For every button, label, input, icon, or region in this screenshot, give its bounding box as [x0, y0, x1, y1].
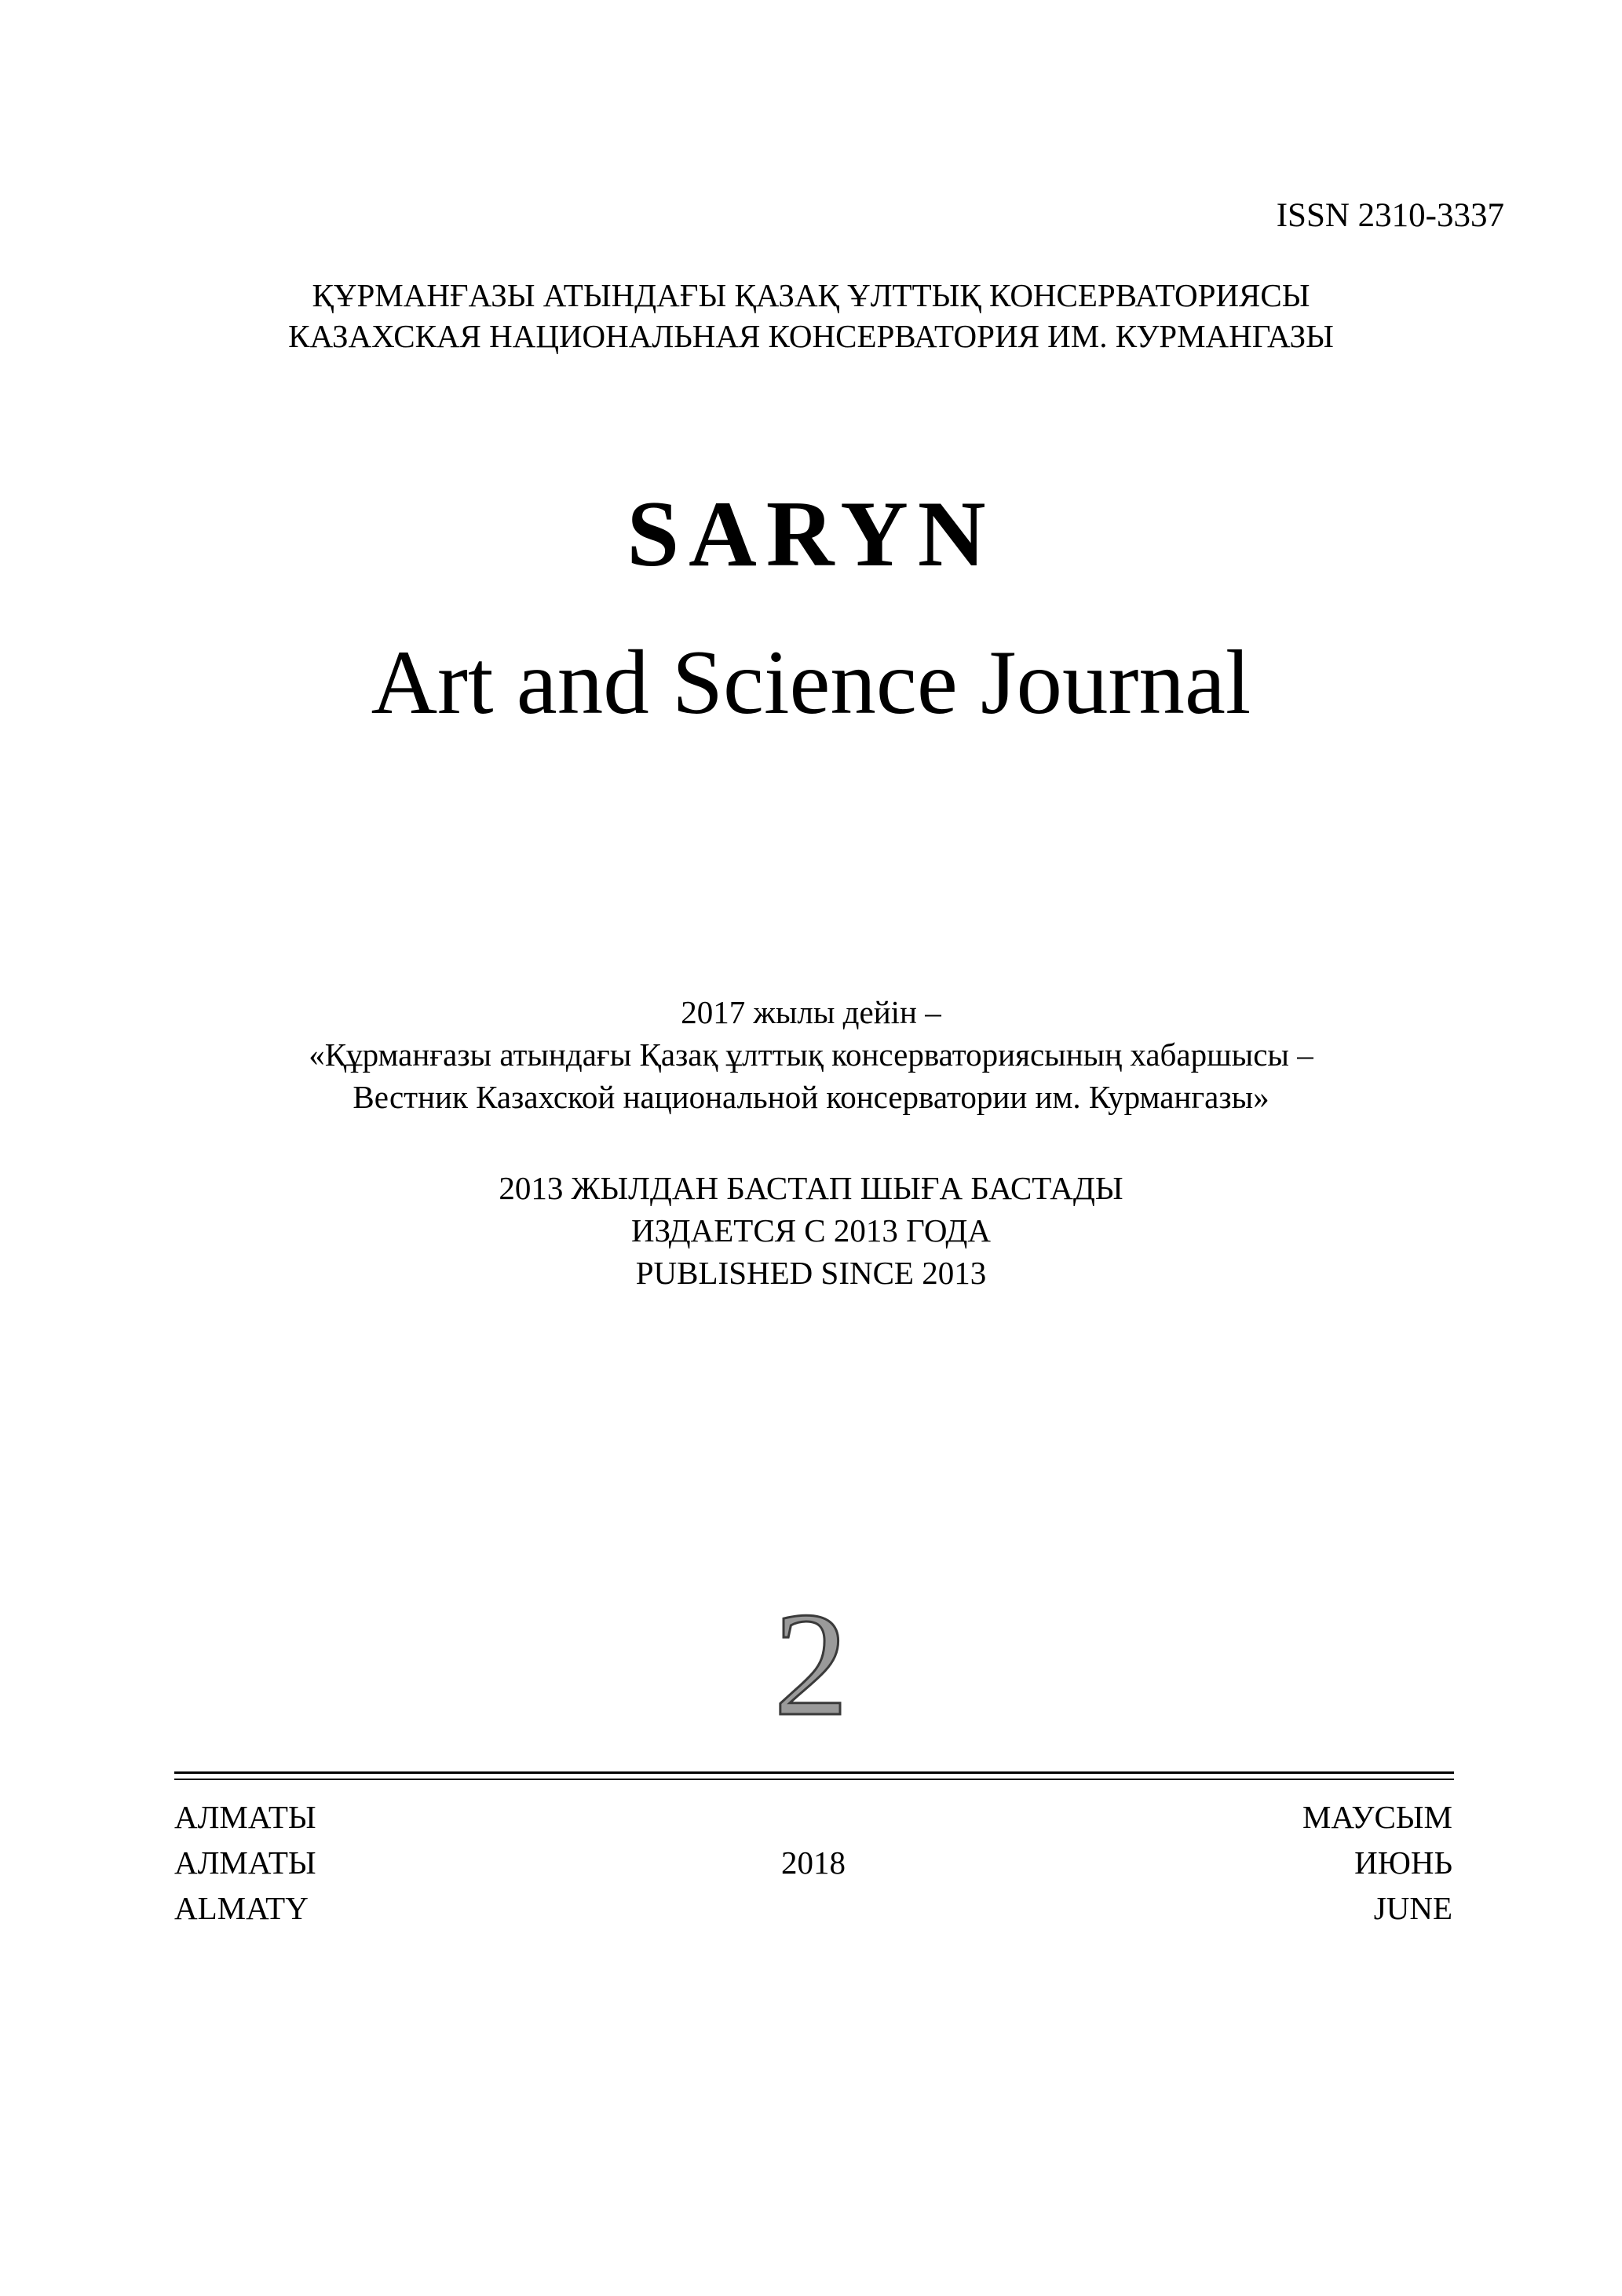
- former-title-block: [0, 991, 1622, 1118]
- published-since-english: PUBLISHED SINCE 2013: [635, 1255, 987, 1291]
- footer-city-kazakh: АЛМАТЫ: [174, 1799, 316, 1835]
- footer-city-russian: АЛМАТЫ: [174, 1844, 316, 1881]
- institution-name-kazakh: ҚҰРМАНҒАЗЫ АТЫНДАҒЫ ҚАЗАҚ ҰЛТТЫҚ КОНСЕРВАТОРИЯСЫ: [312, 277, 1310, 313]
- published-since-block: [0, 1167, 1622, 1294]
- footer-year: 2018: [781, 1844, 846, 1881]
- footer-divider-bottom: [174, 1779, 1454, 1780]
- former-title-russian: Вестник Казахской национальной консерватории им. Курмангазы»: [353, 1079, 1269, 1115]
- institution-name-russian: КАЗАХСКАЯ НАЦИОНАЛЬНАЯ КОНСЕРВАТОРИЯ ИМ. КУРМАНГАЗЫ: [288, 318, 1334, 354]
- issn-number: ISSN 2310-3337: [1276, 197, 1504, 234]
- former-title-kazakh: «Құрманғазы атындағы Қазақ ұлттық консерваториясының хабаршысы –: [309, 1036, 1313, 1073]
- former-title-intro: 2017 жылы дейін –: [681, 994, 941, 1030]
- footer-month-russian: ИЮНЬ: [1354, 1844, 1452, 1881]
- issue-number: 2: [773, 1582, 849, 1747]
- journal-subtitle: Art and Science Journal: [371, 632, 1251, 733]
- journal-title: SARYN: [627, 481, 995, 586]
- published-since-russian: ИЗДАЕТСЯ С 2013 ГОДА: [631, 1212, 991, 1249]
- published-since-kazakh: 2013 ЖЫЛДАН БАСТАП ШЫҒА БАСТАДЫ: [499, 1170, 1123, 1206]
- footer-city-english: ALMATY: [174, 1890, 309, 1926]
- footer-divider-top: [174, 1771, 1454, 1774]
- footer-month-english: JUNE: [1373, 1890, 1452, 1926]
- footer-month-kazakh: МАУСЫМ: [1302, 1799, 1452, 1835]
- institution-name: [0, 275, 1622, 356]
- footer-month-block: [1302, 1794, 1452, 1931]
